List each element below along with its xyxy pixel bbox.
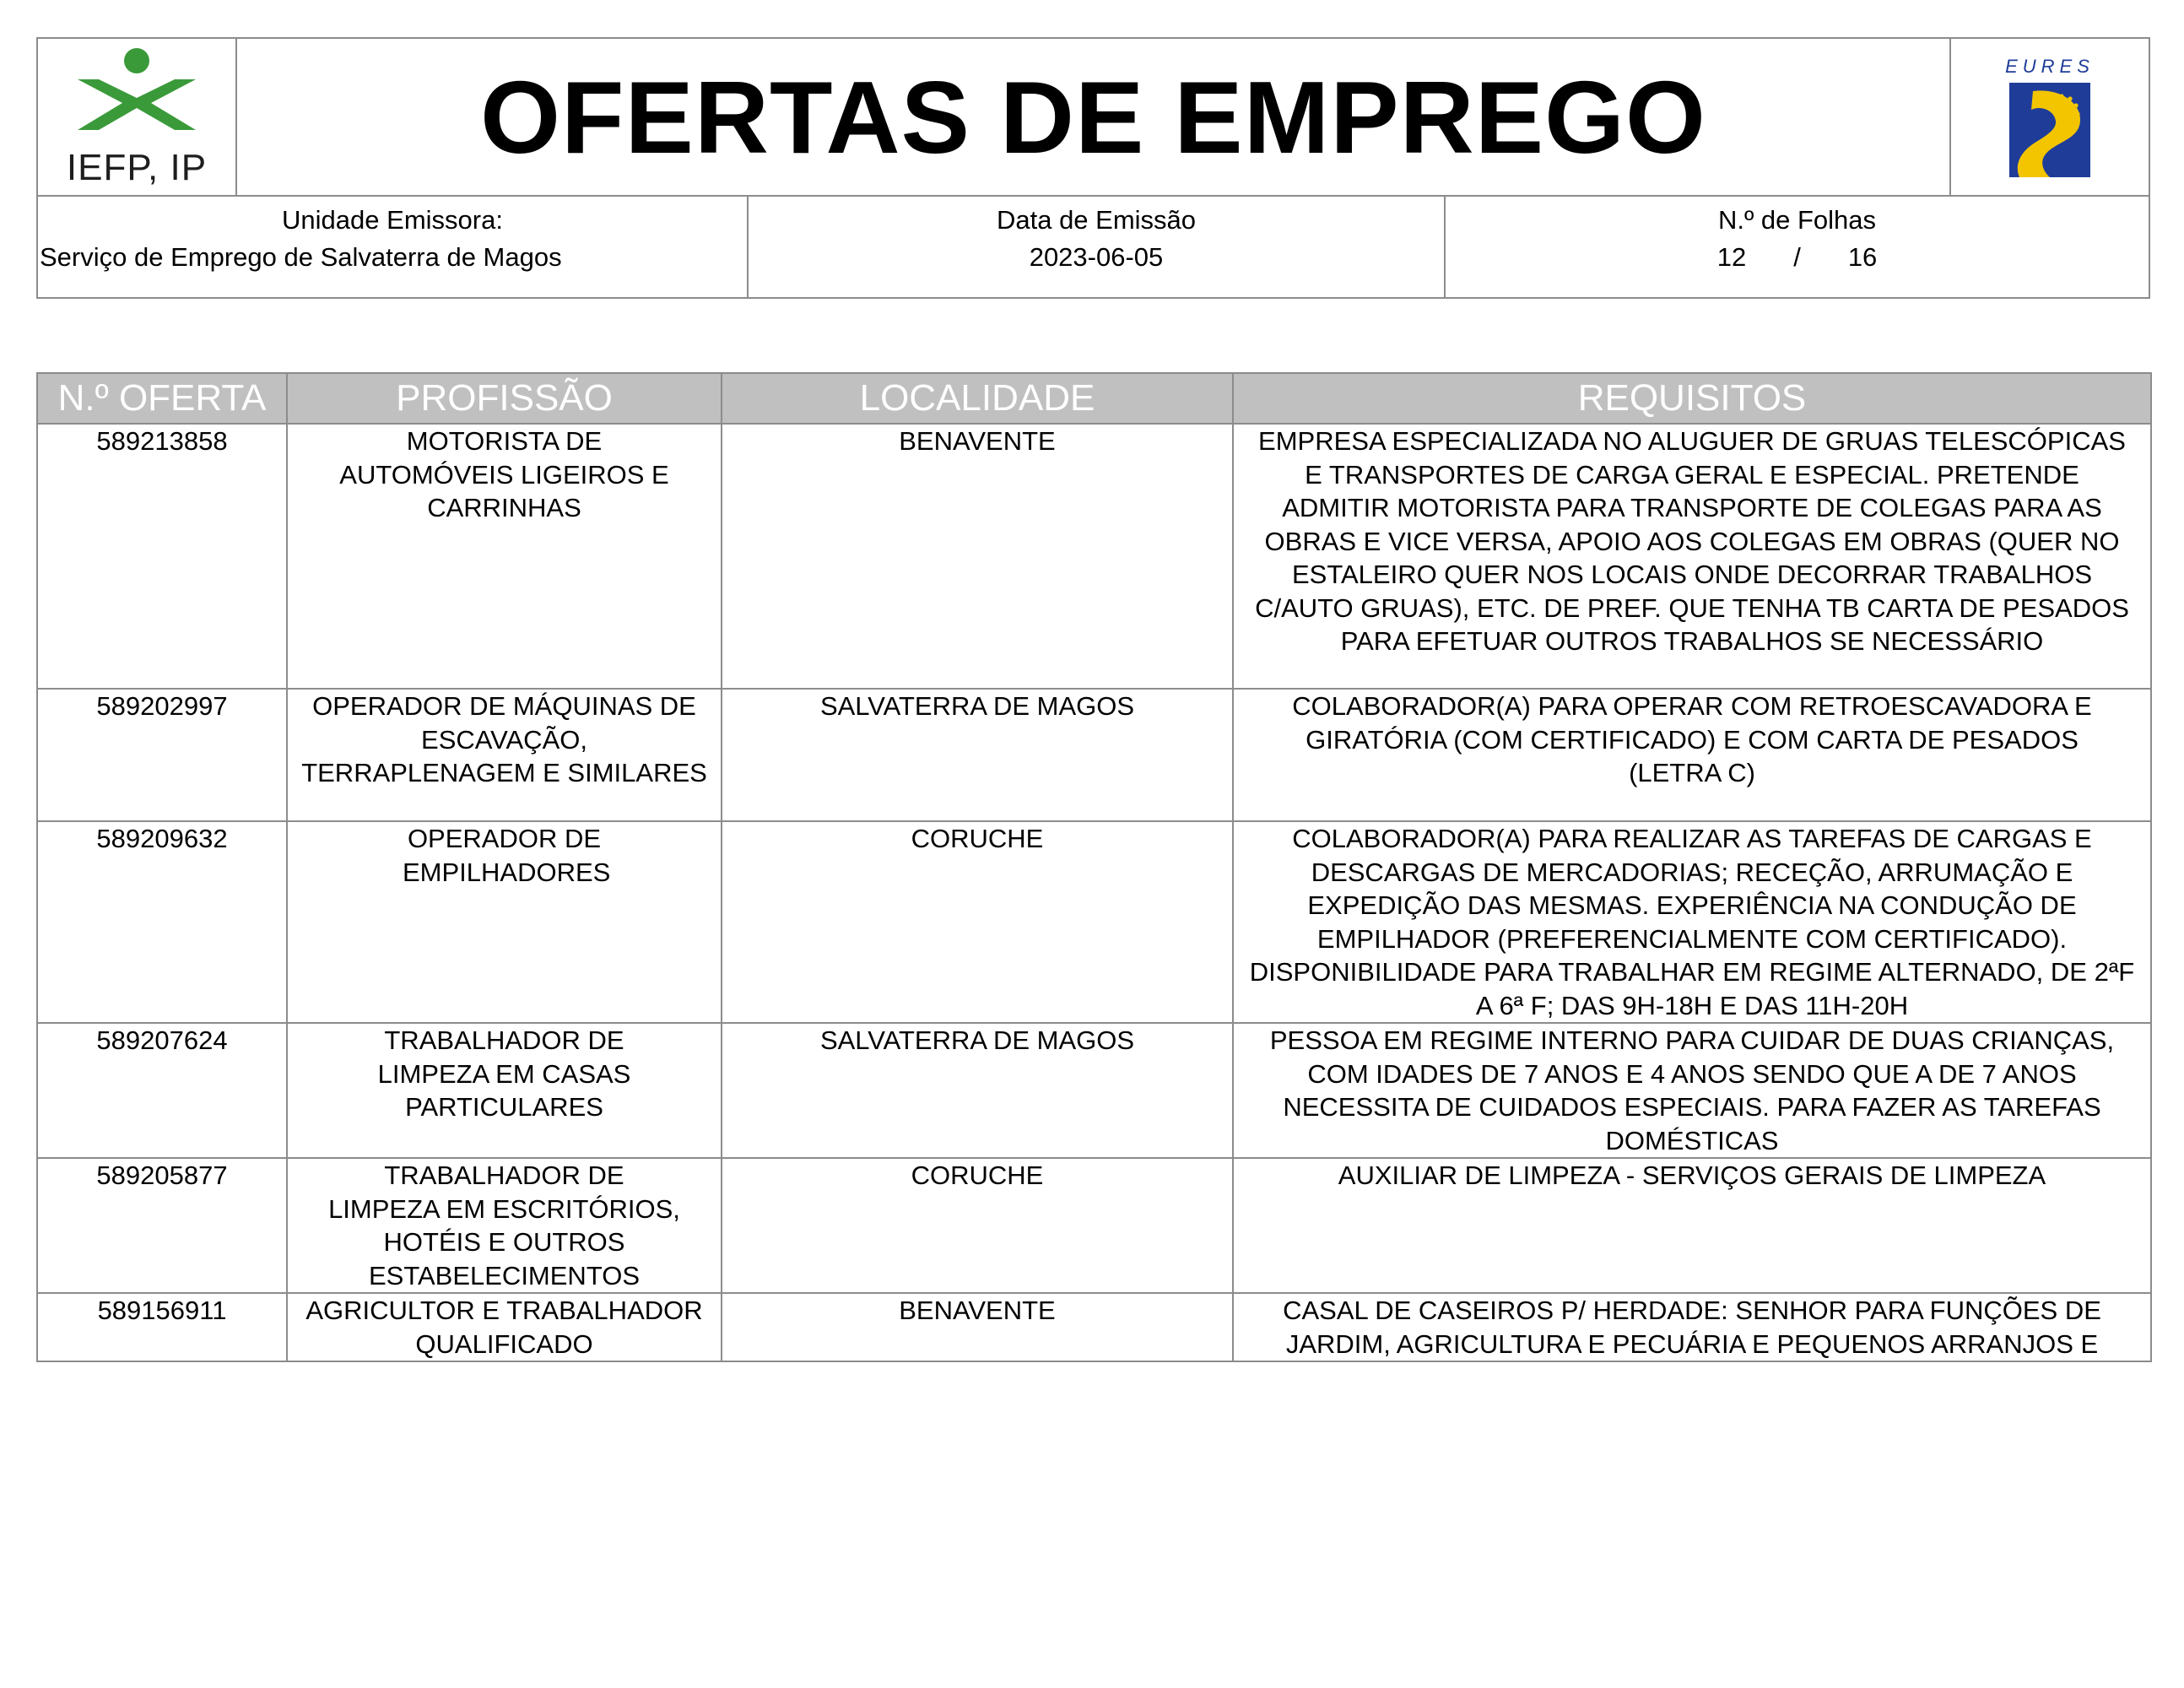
data-emissao-cell [749,195,1446,297]
cell-profissao-text: AGRICULTOR E TRABALHADOR QUALIFICADO [305,1296,703,1359]
eures-logo-text: EURES [2005,55,2095,77]
cell-profissao [287,1158,722,1293]
cell-localidade: CORUCHE [722,1158,1233,1293]
cell-requisitos-text: CASAL DE CASEIROS P/ HERDADE: SENHOR PARA FUNÇÕES DE JARDIM, AGRICULTURA E PECUÁRIA E PEQUENOS ARRANJOS E [1283,1296,2101,1359]
cell-requisitos-text: PESSOA EM REGIME INTERNO PARA CUIDAR DE DUAS CRIANÇAS, COM IDADES DE 7 ANOS E 4 ANOS SENDO QUE A DE 7 ANOS NECESSITA DE CUIDADOS ESPECIAIS. PARA FAZER AS TAREFAS DOMÉSTICAS [1269,1025,2115,1155]
table-row [37,1293,2151,1361]
cell-requisitos-text: COLABORADOR(A) PARA OPERAR COM RETROESCAVADORA E GIRATÓRIA (COM CERTIFICADO) E COM CARTA DE PESADOS (LETRA C) [1292,691,2092,787]
cell-requisitos: AUXILIAR DE LIMPEZA - SERVIÇOS GERAIS DE LIMPEZA [1233,1158,2151,1293]
iefp-logo-icon [73,46,200,143]
cell-requisitos-text: EMPRESA ESPECIALIZADA NO ALUGUER DE GRUAS TELESCÓPICAS E TRANSPORTES DE CARGA GERAL E ESPECIAL. PRETENDE ADMITIR MOTORISTA PARA TRANSPORTE DE COLEGAS PARA AS OBRAS E VICE VERSA, APOIO AOS COLEGAS EM OBRAS (QUER NO ESTALEIRO QUER NOS LOCAIS ONDE DECORRAR TRABALHOS C/AUTO GRUAS), ETC. DE PREF. QUE TENHA TB CARTA DE PESADOS PARA EFETUAR OUTROS TRABALHOS SE NECESSÁRIO [1255,426,2129,656]
numero-folhas-value [1446,239,2149,276]
data-emissao-value: 2023-06-05 [1029,242,1164,272]
iefp-logo-text: IEFP, IP [66,146,208,188]
cell-profissao [287,1293,722,1361]
numero-folhas-label: N.º de Folhas [1717,205,1877,235]
cell-localidade: BENAVENTE [722,1293,1233,1361]
folha-separador: / [1793,242,1801,272]
eures-logo-icon [1999,54,2100,181]
cell-profissao-text: OPERADOR DE MÁQUINAS DE ESCAVAÇÃO, TERRAPLENAGEM E SIMILARES [301,691,707,787]
table-row [37,1023,2151,1158]
table-row [37,689,2151,821]
iefp-logo [38,39,237,195]
table-header-row [37,373,2151,424]
cell-profissao [287,1023,722,1158]
cell-localidade: SALVATERRA DE MAGOS [722,689,1233,821]
header-profissao: PROFISSÃO [287,373,722,424]
cell-numero-oferta: 589213858 [37,424,287,689]
cell-requisitos-text: COLABORADOR(A) PARA REALIZAR AS TAREFAS DE CARGAS E DESCARGAS DE MERCADORIAS; RECEÇÃO, ARRUMAÇÃO E EXPEDIÇÃO DAS MESMAS. EXPERIÊNCIA NA CONDUÇÃO DE EMPILHADOR (PREFERENCIALMENTE COM CERTIFICADO). DISPONIBILIDADE PARA TRABALHAR EM REGIME ALTERNADO, DE 2ªF A 6ª F; DAS 9H-18H E DAS 11H-20H [1249,824,2135,1020]
header-numero-oferta: N.º OFERTA [37,373,287,424]
numero-folhas-cell [1446,195,2149,297]
cell-profissao-text: OPERADOR DE EMPILHADORES [403,824,611,887]
table-row [37,424,2151,689]
header-requisitos: REQUISITOS [1233,373,2151,424]
cell-profissao [287,424,722,689]
document-meta [36,195,2150,299]
offers-table [36,372,2152,1362]
cell-localidade: SALVATERRA DE MAGOS [722,1023,1233,1158]
cell-numero-oferta: 589207624 [37,1023,287,1158]
cell-requisitos [1233,689,2151,821]
table-row [37,1158,2151,1293]
cell-requisitos [1233,424,2151,689]
unidade-emissora-cell [38,195,749,297]
cell-numero-oferta: 589205877 [37,1158,287,1293]
cell-profissao-text: TRABALHADOR DE LIMPEZA EM ESCRITÓRIOS, HOTÉIS E OUTROS ESTABELECIMENTOS [328,1160,680,1290]
page-title: OFERTAS DE EMPREGO [480,59,1706,175]
eures-logo [1949,39,2149,195]
cell-localidade: CORUCHE [722,821,1233,1023]
table-row [37,821,2151,1023]
cell-requisitos [1233,1023,2151,1158]
cell-numero-oferta: 589202997 [37,689,287,821]
cell-profissao [287,821,722,1023]
cell-profissao-text: TRABALHADOR DE LIMPEZA EM CASAS PARTICULARES [377,1025,631,1122]
cell-localidade: BENAVENTE [722,424,1233,689]
folha-atual: 12 [1716,242,1747,272]
cell-requisitos [1233,1293,2151,1361]
cell-requisitos [1233,821,2151,1023]
cell-profissao-text: MOTORISTA DE AUTOMÓVEIS LIGEIROS E CARRINHAS [339,426,669,522]
cell-numero-oferta: 589156911 [37,1293,287,1361]
folhas-total: 16 [1847,242,1878,272]
unidade-emissora-label: Unidade Emissora: [282,205,503,235]
header-localidade: LOCALIDADE [722,373,1233,424]
cell-profissao [287,689,722,821]
cell-numero-oferta: 589209632 [37,821,287,1023]
document-header [36,37,2150,197]
unidade-emissora-value: Serviço de Emprego de Salvaterra de Magos [40,242,562,272]
data-emissao-label: Data de Emissão [996,205,1197,235]
title-cell [237,39,1949,195]
